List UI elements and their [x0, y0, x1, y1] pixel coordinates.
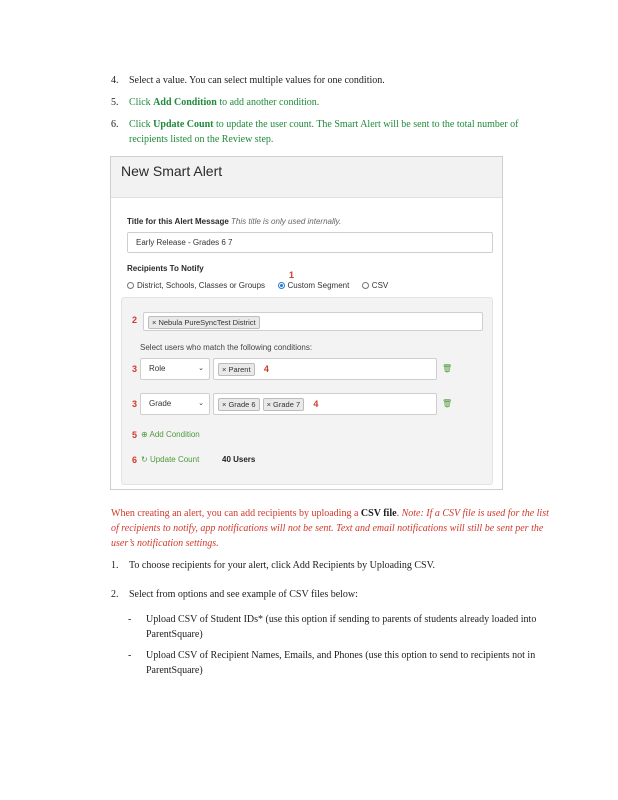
csv-note-paragraph: When creating an alert, you can add recipients by uploading a CSV file. Note: If a CSV file is used for the list of recipients to notify, app notifications will not be sent. Text and email notifications will still be sent per the user’s notification settings. [111, 508, 549, 549]
list-number: 6. [111, 119, 119, 130]
trash-icon[interactable]: 🗑 [442, 399, 453, 408]
radio-custom-segment[interactable] [278, 282, 285, 289]
value-tag[interactable]: × Parent [218, 363, 255, 376]
condition-field-select[interactable]: Grade ⌄ [140, 393, 210, 415]
chevron-down-icon: ⌄ [198, 365, 204, 372]
radio-label: District, Schools, Classes or Groups [137, 281, 266, 290]
sub-item-text: Upload CSV of Student IDs* (use this option if sending to parents of students already loaded into ParentSquare) [146, 614, 537, 640]
radio-label: CSV [371, 281, 389, 290]
radio-csv[interactable] [362, 282, 369, 289]
list-item [111, 73, 541, 88]
csv-note: Note: If a CSV file is used for the list of recipients to notify, app notifications will not be sent. Text and email notifications will still be sent per the user’s notification settings. [111, 508, 549, 549]
marker-6: 6 [132, 455, 138, 465]
marker-2: 2 [132, 315, 138, 325]
user-count: 40 Users [222, 455, 256, 464]
steps-top-list [111, 73, 541, 154]
marker-1: 1 [289, 270, 295, 280]
refresh-icon: ↻ [141, 455, 148, 464]
step-text: Select a value. You can select multiple values for one condition. [129, 75, 385, 86]
smart-alert-screenshot [110, 156, 503, 490]
add-condition-link[interactable]: ⊕ Add Condition [141, 430, 200, 439]
step-bold: Add Condition [153, 97, 217, 108]
step-text: Select from options and see example of CSV files below: [129, 589, 358, 600]
value-tag[interactable]: × Grade 6 [218, 398, 260, 411]
step-text: Click Update Count to update the user count. The Smart Alert will be sent to the total number of recipients listed on the Review step. [129, 119, 519, 145]
list-number: 4. [111, 75, 119, 86]
update-count-link[interactable]: ↻ Update Count [141, 455, 200, 464]
district-tag[interactable]: × Nebula PureSyncTest District [148, 316, 260, 329]
list-item [111, 117, 541, 147]
plus-circle-icon: ⊕ [141, 430, 148, 439]
list-number: 5. [111, 97, 119, 108]
match-conditions-text: Select users who match the following conditions: [140, 343, 313, 352]
sub-list-item: - Upload CSV of Student IDs* (use this option if sending to parents of students already loaded into ParentSquare) [128, 614, 537, 640]
sub-list-item: - Upload CSV of Recipient Names, Emails, and Phones (use this option to send to recipients not in ParentSquare) [128, 650, 536, 676]
screenshot-header [111, 157, 502, 198]
steps-bottom-list [111, 558, 541, 678]
district-input[interactable] [143, 312, 483, 331]
condition-values-input[interactable] [213, 393, 437, 415]
condition-field-select[interactable]: Role ⌄ [140, 358, 210, 380]
marker-4: 4 [263, 364, 269, 374]
condition-values-input[interactable] [213, 358, 437, 380]
radio-district[interactable] [127, 282, 134, 289]
list-item [111, 587, 541, 602]
recipients-label: Recipients To Notify [127, 264, 204, 273]
marker-4: 4 [313, 399, 319, 409]
sub-item-text: Upload CSV of Recipient Names, Emails, and Phones (use this option to send to recipients not in ParentSquare) [146, 650, 536, 676]
title-field-hint: This title is only used internally. [231, 217, 342, 226]
step-text: Click Add Condition to add another condition. [129, 97, 320, 108]
step-bold: Update Count [153, 119, 214, 130]
list-number: 2. [111, 589, 119, 600]
recipient-type-radios [127, 281, 388, 290]
trash-icon[interactable]: 🗑 [442, 364, 453, 373]
segment-panel [121, 297, 493, 485]
csv-file-bold: CSV file [360, 508, 397, 519]
value-tag[interactable]: × Grade 7 [263, 398, 305, 411]
marker-5: 5 [132, 430, 138, 440]
marker-3: 3 [132, 399, 138, 409]
title-field-label: Title for this Alert Message This title is only used internally. [127, 217, 342, 226]
list-item [111, 95, 541, 110]
list-number: 1. [111, 560, 119, 571]
marker-3: 3 [132, 364, 138, 374]
screenshot-title: New Smart Alert [121, 163, 223, 179]
radio-label: Custom Segment [287, 281, 350, 290]
step-text: To choose recipients for your alert, click Add Recipients by Uploading CSV. [129, 560, 436, 571]
title-input[interactable]: Early Release - Grades 6 7 [127, 232, 493, 253]
chevron-down-icon: ⌄ [198, 400, 204, 407]
list-item [111, 558, 541, 573]
